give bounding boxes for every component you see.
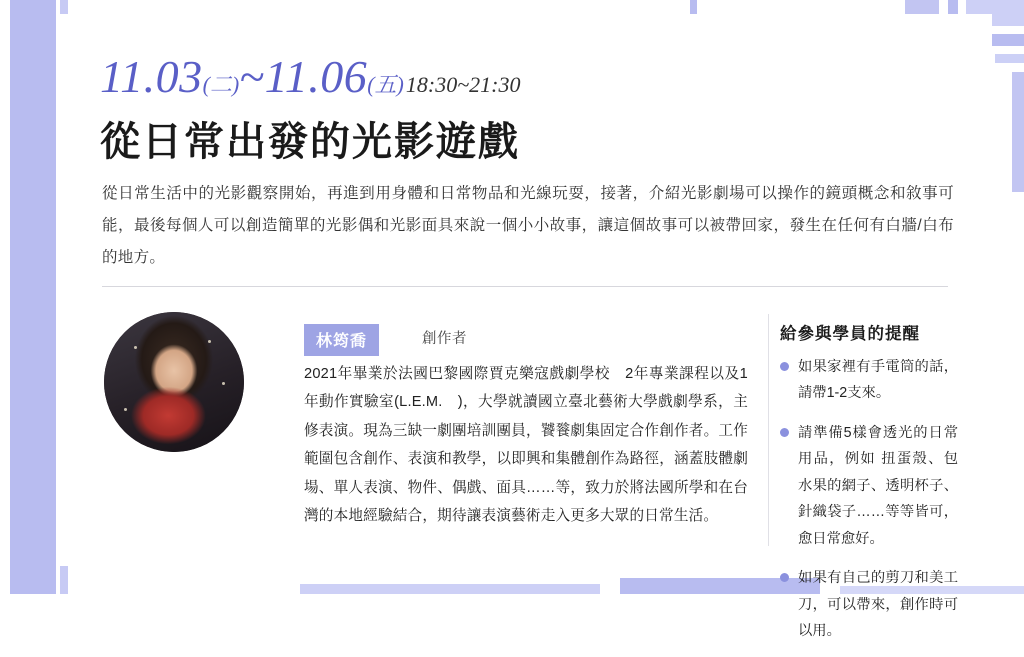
- event-date-end-weekday: (五): [367, 72, 404, 97]
- bullet-icon: [780, 428, 789, 437]
- list-item-label: 如果家裡有手電筒的話，請帶1-2支來。: [798, 359, 958, 402]
- list-item: [780, 354, 958, 407]
- portrait-sparkle: [124, 408, 127, 411]
- portrait-sparkle: [208, 340, 211, 343]
- poster-card: [56, 14, 992, 639]
- event-date-start-weekday: (二): [202, 72, 240, 97]
- notes-heading: 給參與學員的提醒: [780, 325, 920, 343]
- section-divider: [102, 286, 948, 287]
- list-item-label: 如果有自己的剪刀和美工刀，可以帶來，創作時可以用。: [798, 570, 958, 639]
- event-date-line: [100, 50, 520, 103]
- list-item: [780, 420, 958, 552]
- portrait-sparkle: [134, 346, 137, 349]
- stripe-bottom-1: [300, 584, 600, 594]
- list-item-label: 請準備5樣會透光的日常用品，例如 扭蛋殼、包水果的網子、透明杯子、針織袋子……等等皆可，愈日常愈好。: [798, 424, 958, 547]
- stripe-right-2: [995, 54, 1024, 63]
- event-time-range: 18:30~21:30: [405, 72, 521, 97]
- creator-bio: 2021年畢業於法國巴黎國際賈克樂寇戲劇學校 2年專業課程以及1年動作實驗室(L.E.M. )，大學就讀國立臺北藝術大學戲劇學系，主修表演。現為三缺一劇團培訓團員，饕餮劇集固定合作創作者。工作範圍包含創作、表演和教學，以即興和集體創作為路徑，涵蓋肢體劇場、單人表演、物件、偶戲、面具……等，致力於將法國所學和在台灣的本地經驗結合，期待讓表演藝術走入更多大眾的日常生活。: [304, 366, 748, 525]
- vertical-divider: [768, 314, 769, 546]
- stripe-right-3: [1012, 72, 1024, 192]
- event-description: 從日常生活中的光影觀察開始，再進到用身體和日常物品和光線玩耍，接著，介紹光影劇場可以操作的鏡頭概念和敘事可能，最後每個人可以創造簡單的光影偶和光影面具來說一個小小故事，讓這個故事可以被帶回家，發生在任何有白牆/白布的地方。: [102, 185, 954, 266]
- notes-list: [780, 354, 958, 657]
- stripe-left-wide: [10, 0, 56, 594]
- bullet-icon: [780, 573, 789, 582]
- bullet-icon: [780, 362, 789, 371]
- creator-role: 創作者: [422, 331, 467, 347]
- page-title: 從日常出發的光影遊戲: [100, 120, 520, 164]
- avatar: [104, 312, 244, 452]
- portrait-sparkle: [222, 382, 225, 385]
- list-item: [780, 565, 958, 644]
- event-date-end: 11.06: [264, 51, 368, 102]
- creator-name-badge: 林筠喬: [304, 324, 379, 356]
- event-date-start: 11.03: [100, 51, 203, 102]
- event-date-separator: ~: [239, 51, 265, 102]
